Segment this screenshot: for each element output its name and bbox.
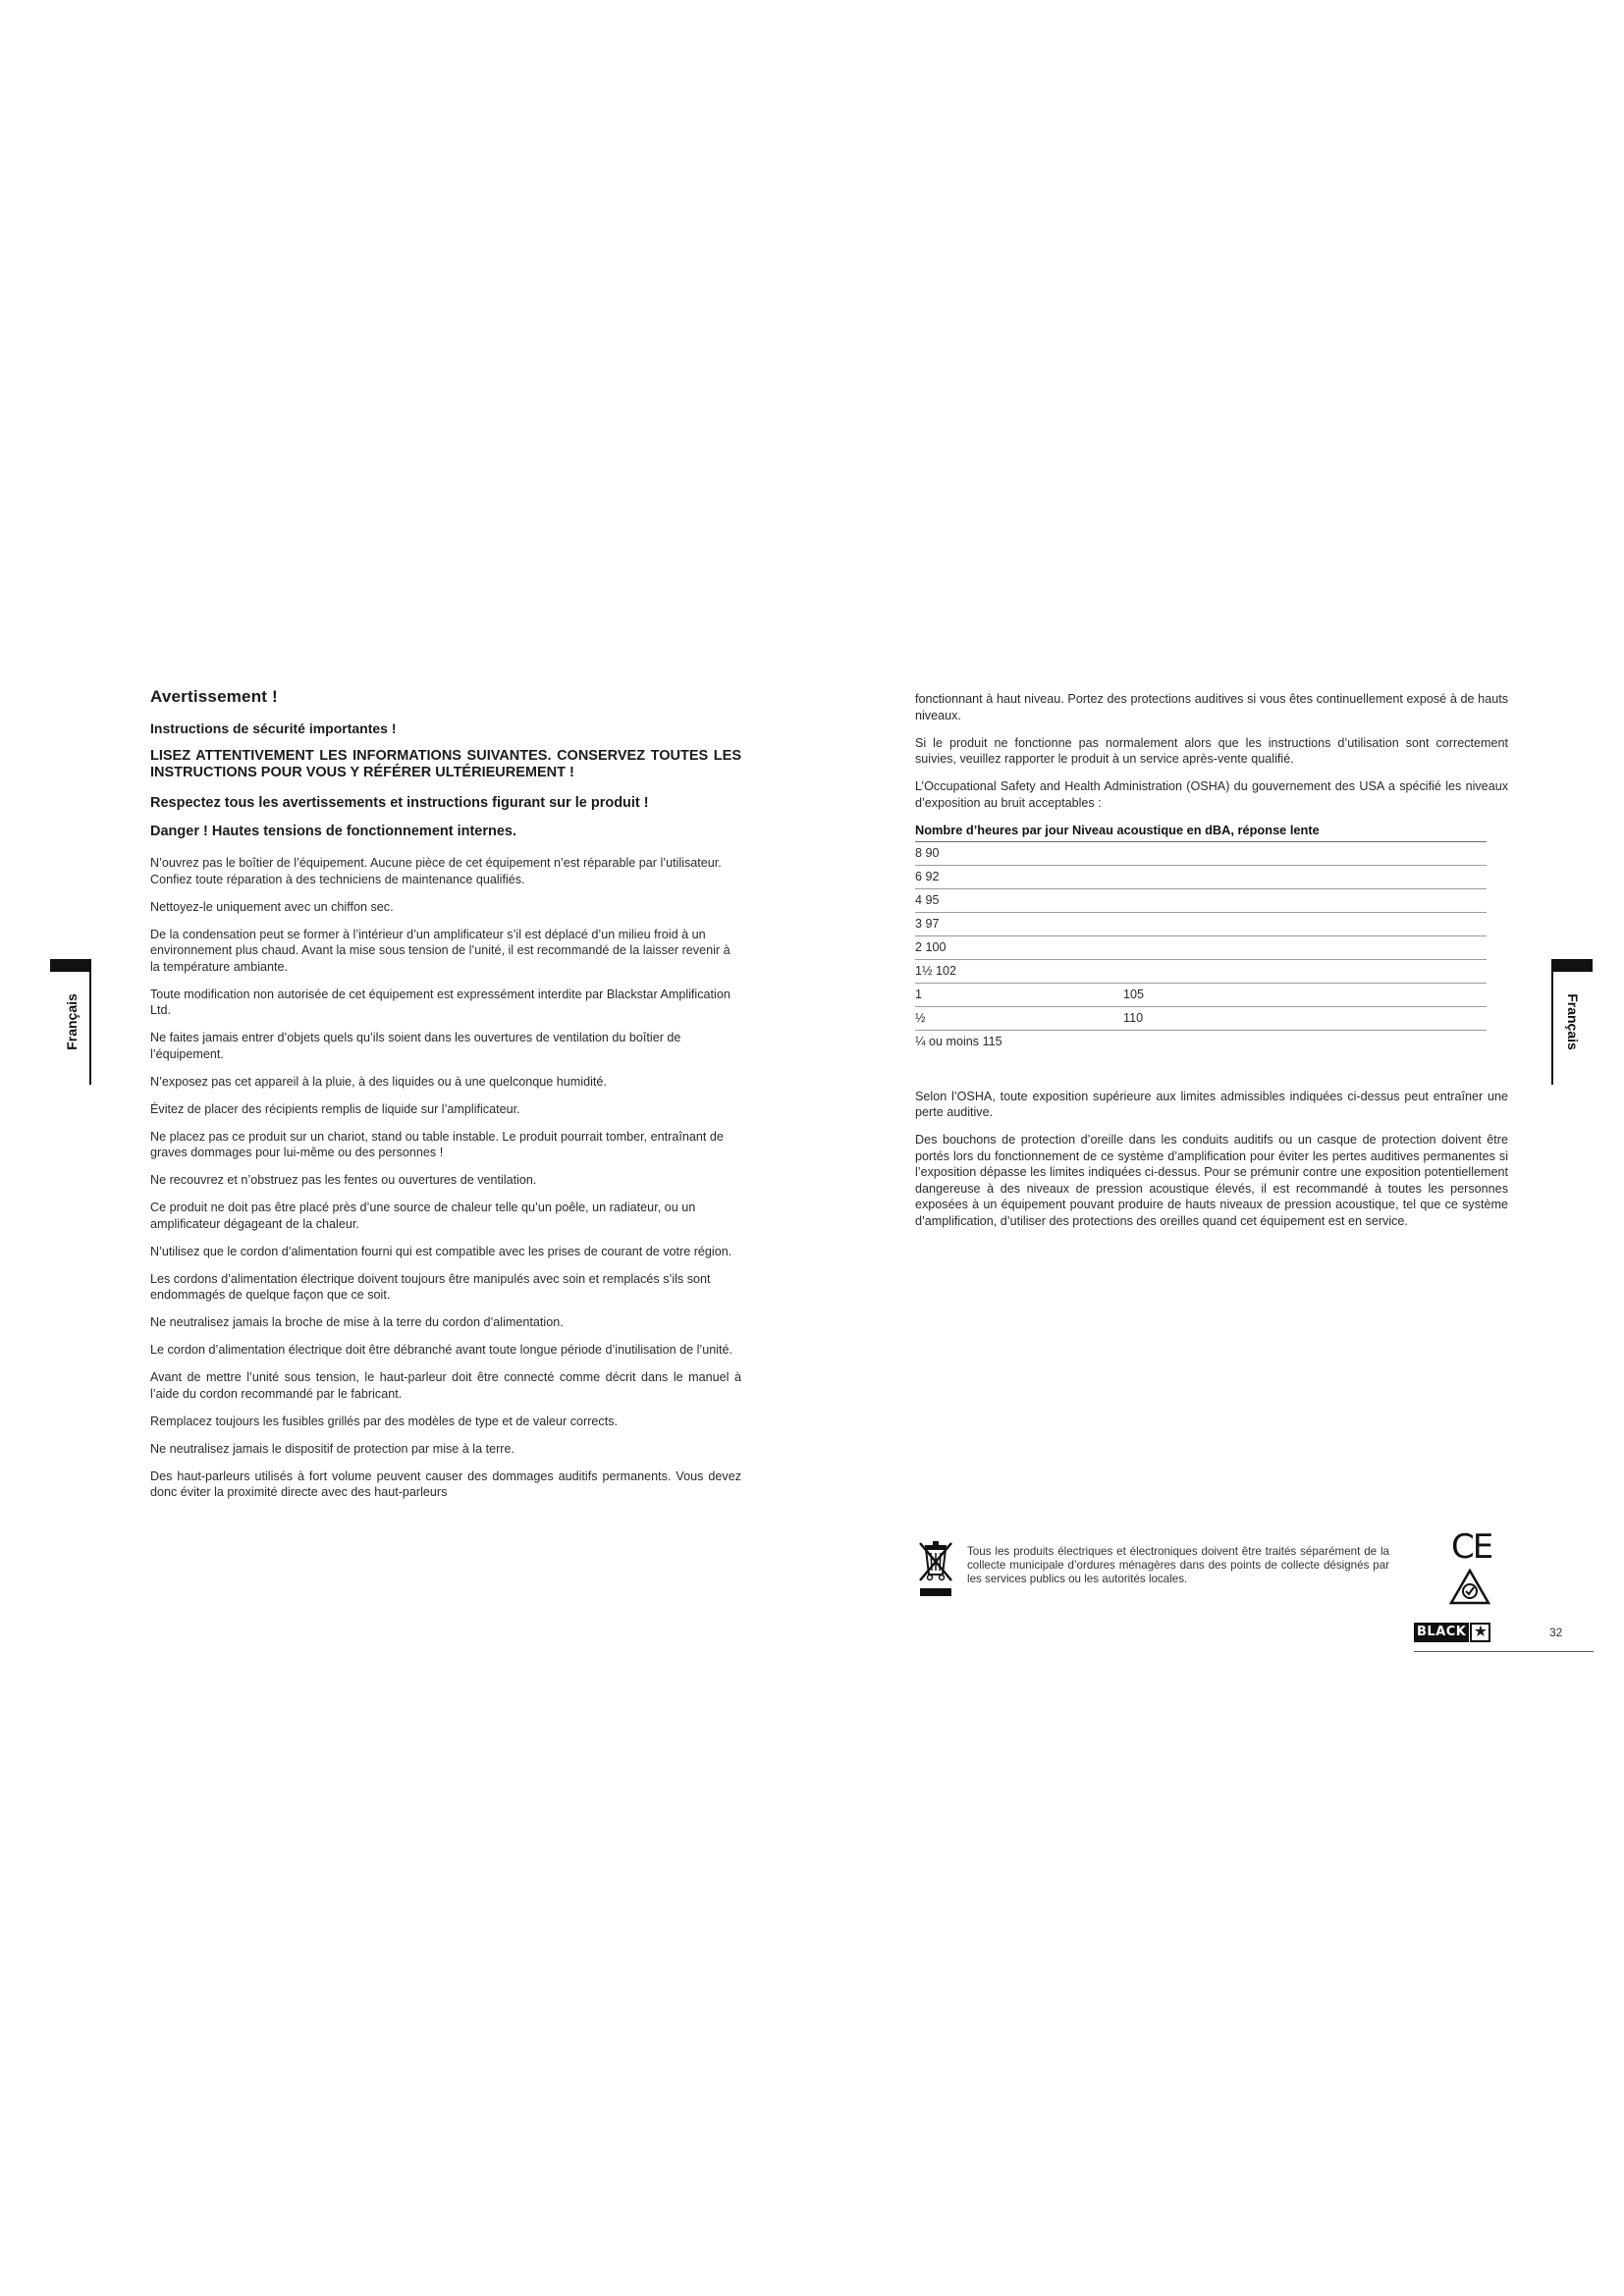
side-tab-left <box>50 959 91 1085</box>
side-tab-rule <box>89 959 91 1085</box>
table-row <box>915 983 1487 1006</box>
table-cell-level: 105 <box>1123 983 1487 1006</box>
footer-rule <box>1414 1651 1594 1652</box>
page-number: 32 <box>1549 1626 1563 1639</box>
table-cell-level <box>1123 841 1487 865</box>
caps-notice: LISEZ ATTENTIVEMENT LES INFORMATIONS SUIVANTES. CONSERVEZ TOUTES LES INSTRUCTIONS POUR VOUS Y RÉFÉRER ULTÉRIEUREMENT ! <box>150 748 741 780</box>
side-tab-rule <box>1551 959 1553 1085</box>
table-header: Nombre d’heures par jour Niveau acoustique en dBA, réponse lente <box>915 823 1487 842</box>
table-cell-level <box>1123 912 1487 935</box>
table-cell-hours: 6 92 <box>915 865 1123 888</box>
logo-wordmark: BLACK <box>1414 1623 1469 1642</box>
paragraph: N’utilisez que le cordon d’alimentation fourni qui est compatible avec les prises de courant de votre région. <box>150 1244 732 1258</box>
paragraph: Le cordon d’alimentation électrique doit être débranché avant toute longue période d’inutilisation de l’unité. <box>150 1343 733 1357</box>
paragraph: Si le produit ne fonctionne pas normalement alors que les instructions d’utilisation sont correctement suivies, veuillez rapporter le produit à un service après-vente qualifié. <box>915 735 1508 766</box>
table-cell-level <box>1123 865 1487 888</box>
right-column <box>915 691 1508 1241</box>
side-tab-bar <box>1551 959 1593 972</box>
side-tab-bar <box>50 959 91 972</box>
crossed-out-bin-icon <box>916 1539 955 1600</box>
table-row <box>915 841 1487 865</box>
table-cell-hours: 4 95 <box>915 888 1123 912</box>
weee-notice: Tous les produits électriques et électroniques doivent être traités séparément de la collecte municipale d’ordures ménagères dans des points de collecte désignés par les services publics ou les autorités locales. <box>967 1545 1389 1585</box>
side-tab-label: Français <box>64 993 80 1050</box>
paragraph: fonctionnant à haut niveau. Portez des protections auditives si vous êtes continuellement exposé à de hauts niveaux. <box>915 692 1508 722</box>
paragraph: Ne neutralisez jamais le dispositif de protection par mise à la terre. <box>150 1441 514 1456</box>
table-row <box>915 888 1487 912</box>
paragraph: Ce produit ne doit pas être placé près d’une source de chaleur telle qu’un poêle, un radiateur, ou un amplificateur dégageant de la chaleur. <box>150 1201 696 1231</box>
table-row <box>915 935 1487 959</box>
paragraph: Ne recouvrez et n’obstruez pas les fentes ou ouvertures de ventilation. <box>150 1173 537 1187</box>
osha-noise-table <box>915 823 1487 1053</box>
table-body <box>915 841 1487 1053</box>
table-row <box>915 865 1487 888</box>
paragraph: L’Occupational Safety and Health Administration (OSHA) du gouvernement des USA a spécifié les niveaux d’exposition au bruit acceptables : <box>915 779 1508 810</box>
ce-mark: CE <box>1451 1527 1492 1567</box>
table-cell-level <box>1123 888 1487 912</box>
table-cell-hours: ½ <box>915 1006 1123 1030</box>
table-cell-level: 110 <box>1123 1006 1487 1030</box>
table-cell-hours: 2 100 <box>915 935 1123 959</box>
table-row <box>915 912 1487 935</box>
side-tab-right <box>1551 959 1593 1085</box>
paragraph: N’ouvrez pas le boîtier de l’équipement. Aucune pièce de cet équipement n’est réparable par l’utilisateur. Confiez toute réparation à des techniciens de maintenance qualifiés. <box>150 856 722 886</box>
respect-notice: Respectez tous les avertissements et instructions figurant sur le produit ! <box>150 795 649 811</box>
paragraph: Selon l’OSHA, toute exposition supérieure aux limites admissibles indiquées ci-dessus peut entraîner une perte auditive. <box>915 1089 1508 1119</box>
paragraph: Les cordons d’alimentation électrique doivent toujours être manipulés avec soin et remplacés s’ils sont endommagés de quelque façon que ce soit. <box>150 1271 711 1302</box>
safety-subtitle: Instructions de sécurité importantes ! <box>150 721 397 736</box>
paragraph: Ne neutralisez jamais la broche de mise à la terre du cordon d’alimentation. <box>150 1315 564 1329</box>
table-cell-level <box>1123 935 1487 959</box>
star-icon: ★ <box>1470 1623 1490 1642</box>
table-cell-hours: 3 97 <box>915 912 1123 935</box>
paragraph: Avant de mettre l’unité sous tension, le haut-parleur doit être connecté comme décrit dans le manuel à l’aide du cordon recommandé par le fabricant. <box>150 1370 741 1401</box>
side-tab-label: Français <box>1565 993 1581 1050</box>
table-cell-hours: 8 90 <box>915 841 1123 865</box>
paragraph: Ne faites jamais entrer d’objets quels qu’ils soient dans les ouvertures de ventilation du boîtier de l’équipement. <box>150 1031 681 1061</box>
paragraph: Nettoyez-le uniquement avec un chiffon sec. <box>150 899 394 914</box>
table-row <box>915 1006 1487 1030</box>
paragraph: Évitez de placer des récipients remplis de liquide sur l’amplificateur. <box>150 1101 520 1116</box>
table-row <box>915 1030 1487 1053</box>
paragraph: De la condensation peut se former à l’intérieur d’un amplificateur s’il est déplacé d’un milieu froid à un environnement plus chaud. Avant la mise sous tension de l’unité, il est recommandé de la laisser revenir à la température ambiante. <box>150 927 731 974</box>
paragraph: N’exposez pas cet appareil à la pluie, à des liquides ou à une quelconque humidité. <box>150 1074 607 1089</box>
paragraph: Ne placez pas ce produit sur un chariot, stand ou table instable. Le produit pourrait tomber, entraînant de graves dommages pour lui-même ou des personnes ! <box>150 1129 724 1159</box>
paragraph: Des bouchons de protection d’oreille dans les conduits auditifs ou un casque de protection doivent être portés lors du fonctionnement de ce système d’amplification pour éviter les pertes auditives permanentes si l’exposition dépasse les limites indiquées ci-dessus. Pour se prémunir contre une exposition potentiellement dangereuse à des niveaux de pression acoustique élevés, il est recommandé à toutes les personnes exposées à un équipement pouvant produire de hauts niveaux de pression acoustique, tel que ce système d’amplification, d’utiliser des protections des oreilles quand cet équipement est en service. <box>915 1133 1508 1228</box>
rcm-compliance-icon <box>1449 1569 1490 1606</box>
table-cell-hours: 1½ 102 <box>915 959 1123 983</box>
blackstar-logo <box>1414 1623 1490 1642</box>
table-cell-level <box>1123 959 1487 983</box>
danger-notice: Danger ! Hautes tensions de fonctionnement internes. <box>150 824 517 839</box>
table-cell-hours: 1 <box>915 983 1123 1006</box>
paragraph: Remplacez toujours les fusibles grillés par des modèles de type et de valeur corrects. <box>150 1414 618 1428</box>
left-column <box>150 687 741 1512</box>
warning-title: Avertissement ! <box>150 687 278 706</box>
table-cell-hours: ¼ ou moins 115 <box>915 1034 1002 1048</box>
table-row <box>915 959 1487 983</box>
table-cell-level <box>1123 1030 1487 1053</box>
paragraph: Toute modification non autorisée de cet équipement est expressément interdite par Blackstar Amplification Ltd. <box>150 987 731 1017</box>
table-header-row <box>915 823 1487 842</box>
paragraph: Des haut-parleurs utilisés à fort volume peuvent causer des dommages auditifs permanents. Vous devez donc éviter la proximité directe avec des haut-parleurs <box>150 1468 741 1499</box>
